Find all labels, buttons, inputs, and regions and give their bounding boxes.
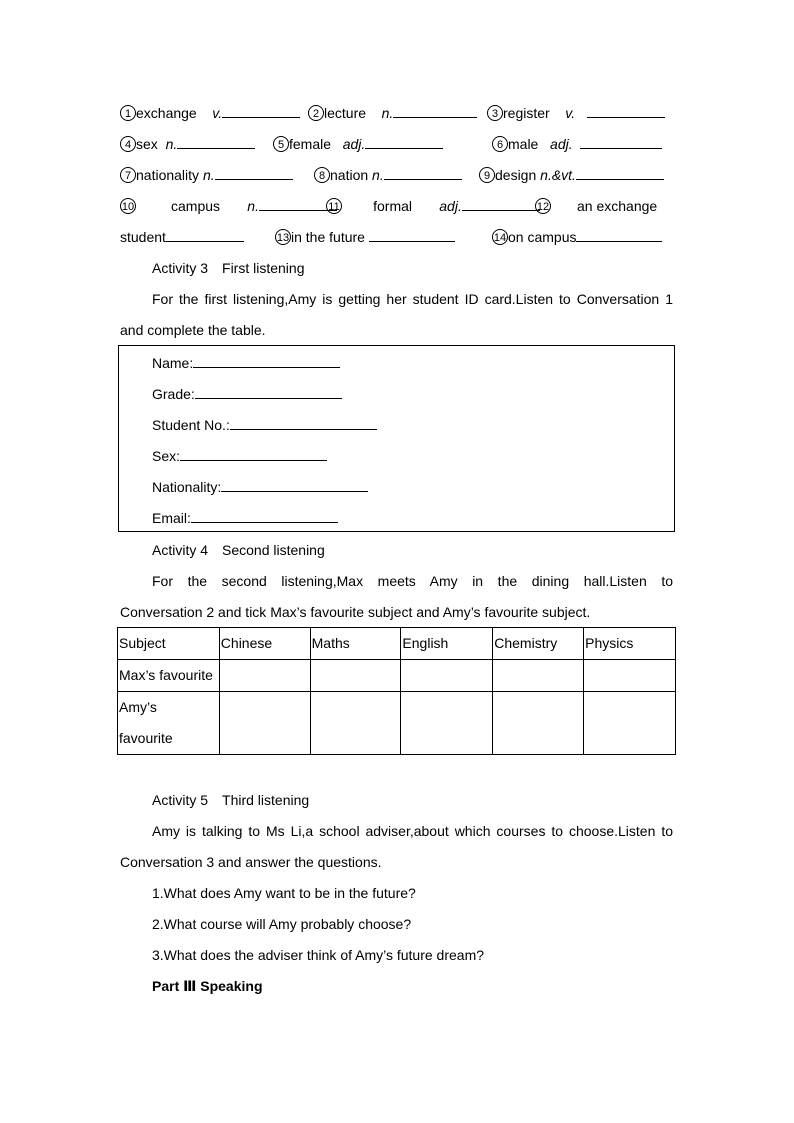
row-label [118, 692, 220, 755]
header-cell: English [401, 628, 493, 660]
answer-blank[interactable] [393, 103, 477, 118]
table-row-max [118, 660, 676, 692]
tick-cell[interactable] [493, 660, 584, 692]
vocab-item [120, 191, 337, 222]
circled-number: 1 [120, 105, 136, 121]
table-header-row [118, 628, 676, 660]
circled-number: 5 [273, 136, 289, 152]
field-name [152, 353, 340, 373]
circled-number: 2 [308, 105, 324, 121]
vocab-word: sex [136, 136, 158, 152]
tick-cell[interactable] [310, 692, 401, 755]
answer-blank[interactable] [576, 165, 664, 180]
vocab-word: formal [373, 198, 413, 214]
vocab-pos: n. [381, 105, 394, 121]
answer-blank[interactable] [193, 353, 340, 368]
tick-cell[interactable] [401, 660, 493, 692]
header-cell: Chinese [219, 628, 310, 660]
circled-number: 8 [314, 167, 330, 183]
answer-blank[interactable] [462, 196, 540, 211]
table-row-amy [118, 692, 676, 755]
circled-number: 7 [120, 167, 136, 183]
tick-cell[interactable] [493, 692, 584, 755]
tick-cell[interactable] [584, 692, 676, 755]
answer-blank[interactable] [177, 134, 255, 149]
row-label-line: Amy’s [119, 699, 157, 715]
answer-blank[interactable] [365, 134, 443, 149]
field-nationality [152, 477, 368, 497]
circled-number: 11 [326, 198, 342, 214]
question: 3.What does the adviser think of Amy’s future dream? [152, 947, 485, 963]
answer-blank[interactable] [369, 227, 455, 242]
answer-blank[interactable] [221, 477, 368, 492]
answer-blank[interactable] [195, 384, 342, 399]
part3-heading: Part Ⅲ Speaking [152, 978, 263, 994]
vocab-item [326, 191, 540, 222]
answer-blank[interactable] [191, 508, 338, 523]
circled-number: 9 [479, 167, 495, 183]
circled-number: 12 [535, 198, 551, 214]
vocab-pos: n. [165, 136, 178, 152]
answer-blank[interactable] [166, 227, 244, 242]
vocab-item [120, 98, 300, 129]
tick-cell[interactable] [219, 660, 310, 692]
field-grade [152, 384, 342, 404]
vocab-word: an exchange [577, 198, 658, 214]
favourite-subject-table [117, 627, 676, 755]
field-label: Name: [152, 355, 194, 371]
row-label: Max’s favourite [118, 660, 220, 692]
vocab-item [275, 222, 455, 253]
tick-cell[interactable] [219, 692, 310, 755]
vocab-word: lecture [324, 105, 367, 121]
vocab-word: campus [171, 198, 221, 214]
vocab-item [492, 222, 662, 253]
vocab-pos: v. [565, 105, 576, 121]
activity3-instruction: For the first listening,Amy is getting her student ID card.Listen to Conversation 1 [152, 291, 673, 307]
header-cell: Physics [584, 628, 676, 660]
header-cell: Maths [310, 628, 401, 660]
activity5-instruction: Amy is talking to Ms Li,a school adviser,about which courses to choose.Listen to [152, 823, 673, 839]
circled-number: 3 [487, 105, 503, 121]
field-label: Student No.: [152, 417, 230, 433]
answer-blank[interactable] [230, 415, 377, 430]
field-label: Sex: [152, 448, 181, 464]
vocab-item [273, 129, 443, 160]
field-sex [152, 446, 327, 466]
tick-cell[interactable] [401, 692, 493, 755]
activity4-heading: Activity 4 Second listening [152, 542, 325, 558]
answer-blank[interactable] [222, 103, 300, 118]
vocab-pos: adj. [550, 136, 573, 152]
circled-number: 13 [275, 229, 291, 245]
header-cell: Subject [118, 628, 220, 660]
vocab-item [314, 160, 462, 191]
vocab-item [120, 160, 293, 191]
activity4-instruction: For the second listening,Max meets Amy in the dining hall.Listen to [152, 573, 673, 589]
vocab-pos: n.&vt. [540, 167, 576, 183]
vocab-word: student [120, 229, 166, 245]
question: 1.What does Amy want to be in the future? [152, 885, 416, 901]
activity4-instruction-cont: Conversation 2 and tick Max’s favourite subject and Amy’s favourite subject. [120, 604, 591, 620]
field-label: Nationality: [152, 479, 222, 495]
activity3-heading: Activity 3 First listening [152, 260, 305, 276]
answer-blank[interactable] [587, 103, 665, 118]
vocab-word: exchange [136, 105, 197, 121]
answer-blank[interactable] [215, 165, 293, 180]
answer-blank[interactable] [576, 227, 662, 242]
row-label-line: favourite [119, 730, 173, 746]
tick-cell[interactable] [310, 660, 401, 692]
circled-number: 4 [120, 136, 136, 152]
vocab-pos: n. [202, 167, 215, 183]
question: 2.What course will Amy probably choose? [152, 916, 412, 932]
vocab-word: nationality [136, 167, 200, 183]
vocab-pos: n. [247, 198, 259, 214]
answer-blank[interactable] [384, 165, 462, 180]
student-id-table [118, 345, 675, 532]
vocab-word: female [289, 136, 332, 152]
vocab-item [120, 129, 255, 160]
circled-number: 10 [120, 198, 136, 214]
vocab-word: design [495, 167, 537, 183]
field-label: Email: [152, 510, 191, 526]
vocab-word: register [503, 105, 550, 121]
vocab-item [487, 98, 665, 129]
header-cell: Chemistry [493, 628, 584, 660]
activity5-instruction-cont: Conversation 3 and answer the questions. [120, 854, 382, 870]
vocab-item [535, 191, 674, 222]
field-student-no [152, 415, 377, 435]
field-label: Grade: [152, 386, 195, 402]
vocab-pos: adj. [342, 136, 366, 152]
activity3-instruction-cont: and complete the table. [120, 322, 266, 338]
vocab-item [308, 98, 477, 129]
vocab-pos: adj. [439, 198, 462, 214]
vocab-item [120, 222, 244, 253]
vocab-word: male [508, 136, 539, 152]
vocab-pos: v. [212, 105, 223, 121]
circled-number: 14 [492, 229, 508, 245]
vocab-word: on campus [508, 229, 577, 245]
circled-number: 6 [492, 136, 508, 152]
vocab-item [479, 160, 664, 191]
answer-blank[interactable] [580, 134, 662, 149]
vocab-word: nation [330, 167, 369, 183]
tick-cell[interactable] [584, 660, 676, 692]
field-email [152, 508, 338, 528]
answer-blank[interactable] [180, 446, 327, 461]
vocab-word: in the future [291, 229, 365, 245]
vocab-pos: n. [372, 167, 384, 183]
activity5-heading: Activity 5 Third listening [152, 792, 310, 808]
vocab-item [492, 129, 662, 160]
